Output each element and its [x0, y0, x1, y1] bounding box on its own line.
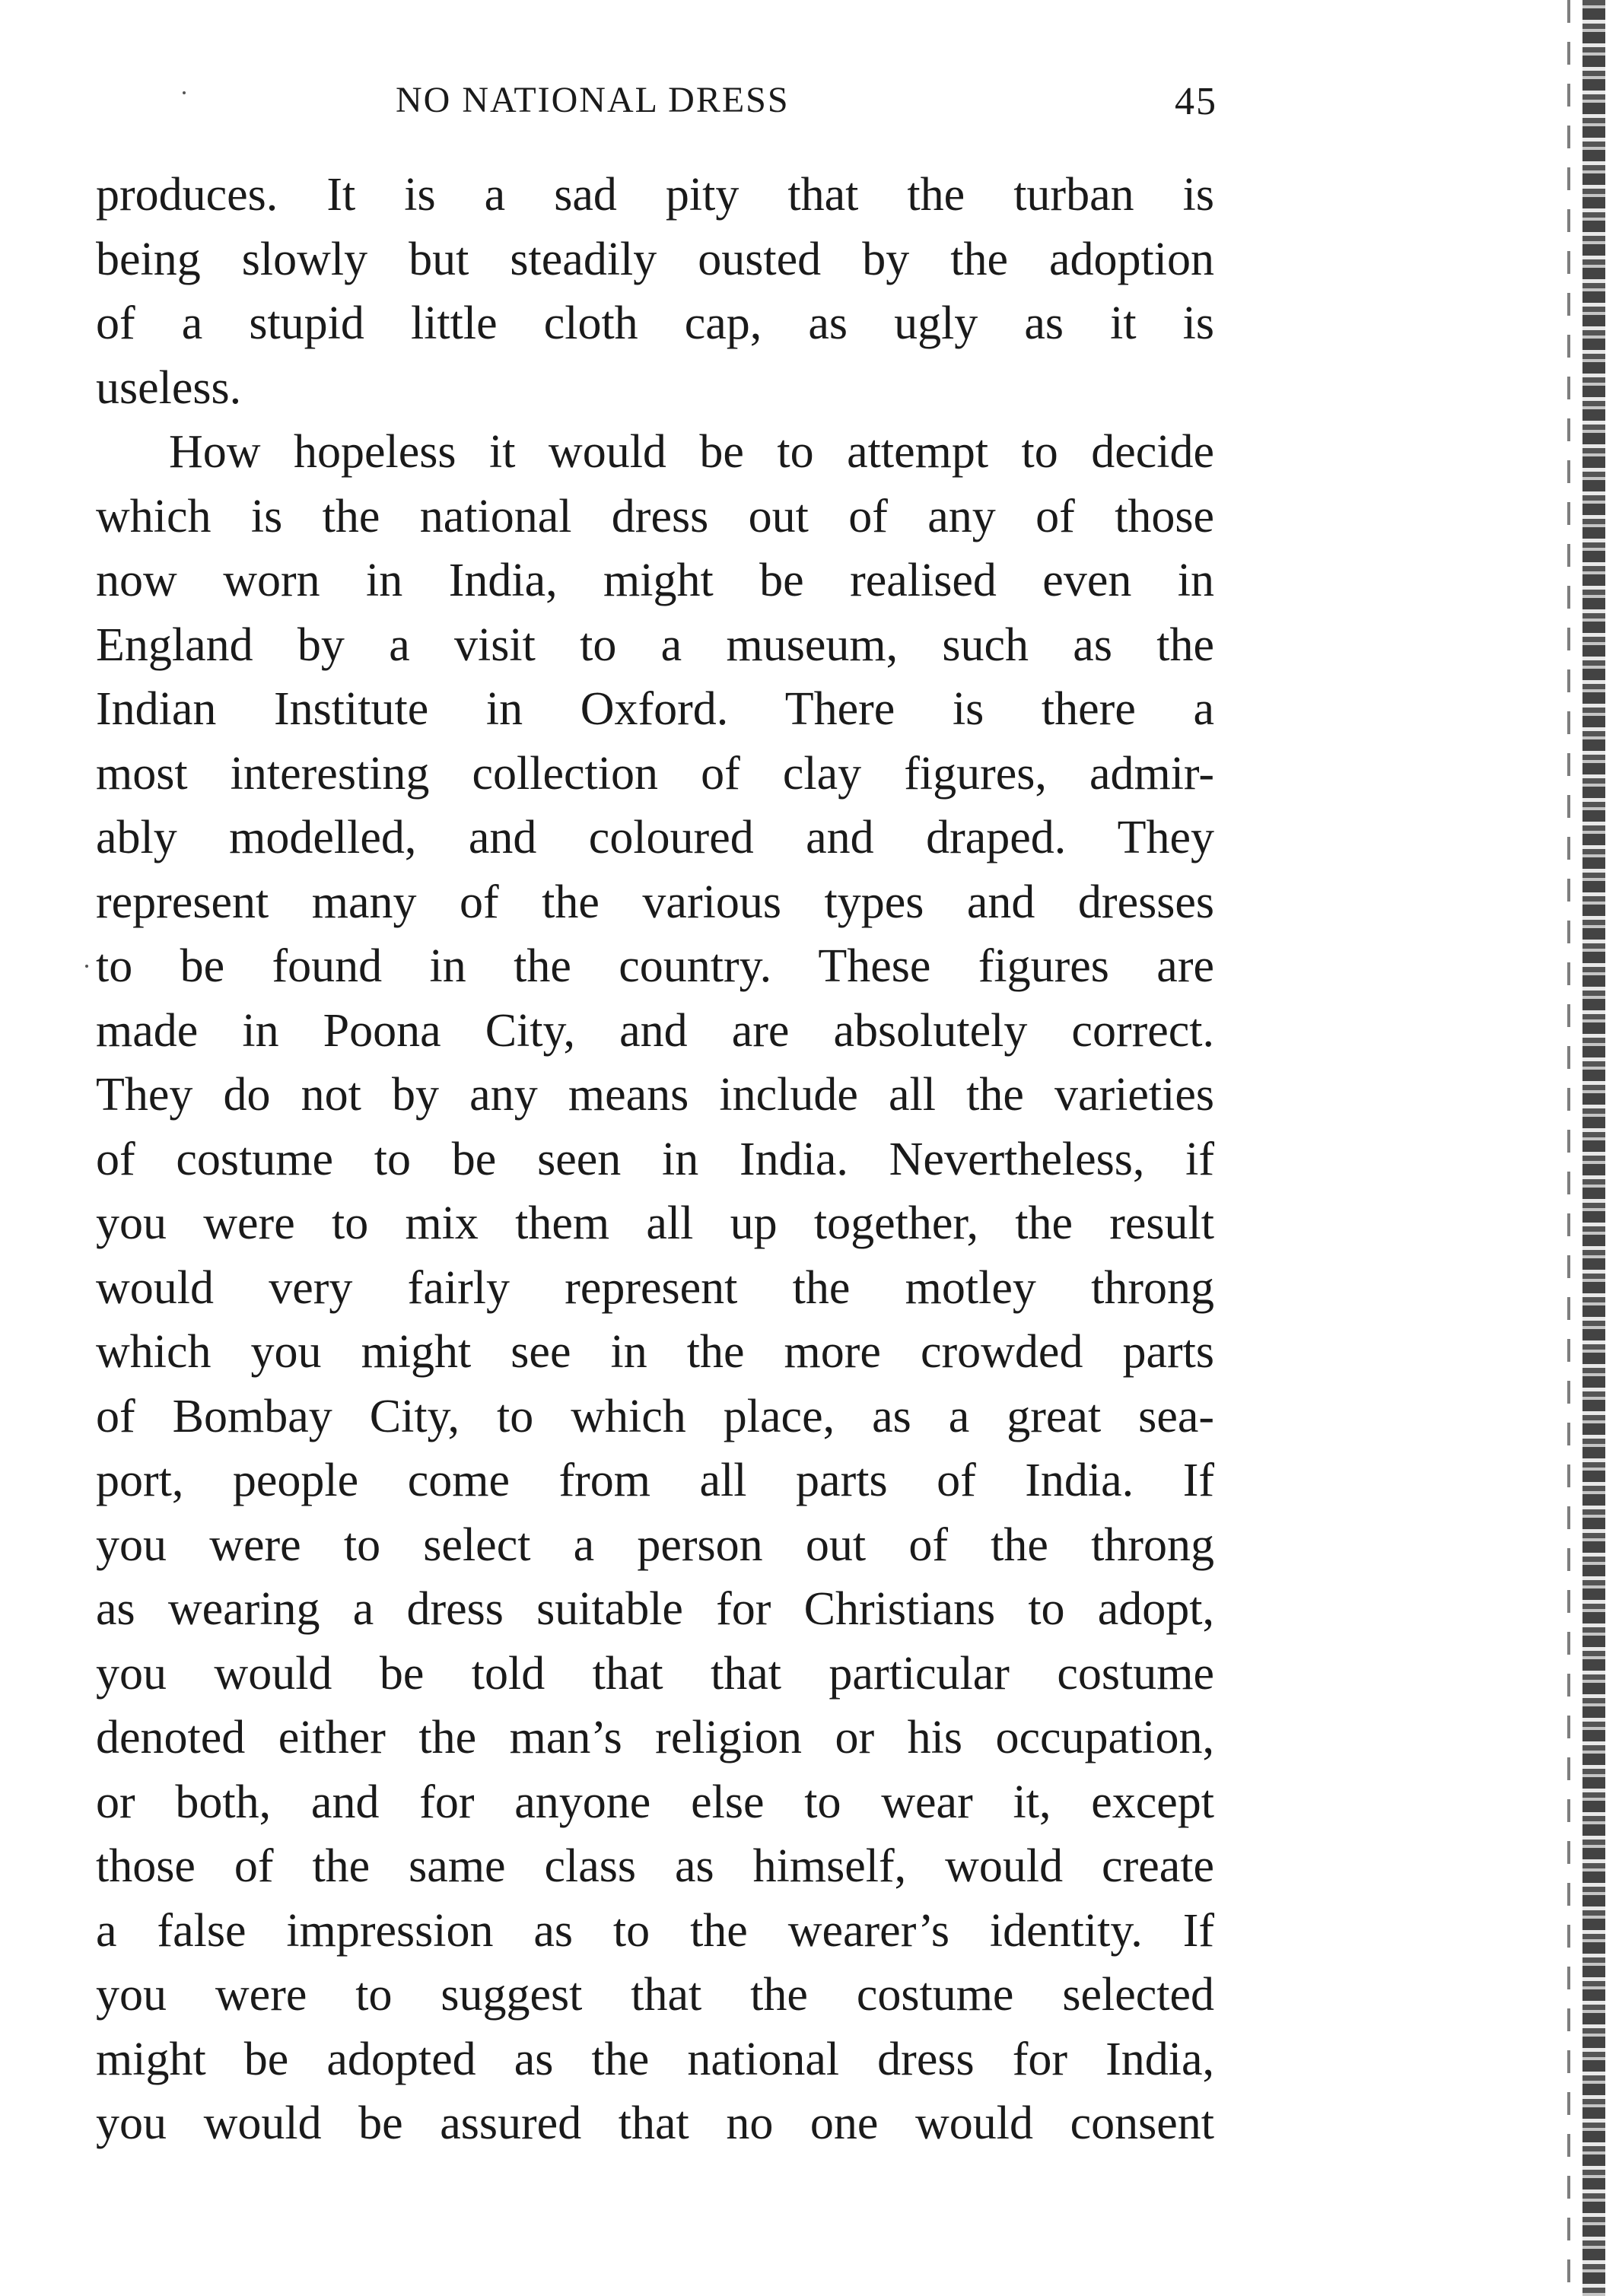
text-line: useless. [96, 361, 242, 414]
text-line: you were to mix them all up together, the result [96, 1197, 1214, 1249]
text-line: denoted either the man’s religion or his occupation, [96, 1712, 1214, 1763]
text-line: most interesting collection of clay figures, admir- [96, 747, 1214, 800]
text-line: a false impression as to the wearer’s identity. If [96, 1904, 1214, 1957]
text-line: They do not by any means include all the varieties [96, 1069, 1214, 1121]
text-line: as wearing a dress suitable for Christians to adopt, [96, 1583, 1214, 1635]
text-line: ably modelled, and coloured and draped. They [96, 812, 1214, 863]
text-line: England by a visit to a museum, such as the [96, 619, 1214, 671]
text-line: to be found in the country. These figures are [96, 940, 1214, 992]
running-head [380, 79, 1217, 132]
text-line: you were to select a person out of the throng [96, 1518, 1214, 1571]
text-line: you would be told that that particular costume [96, 1647, 1214, 1700]
text-line: you were to suggest that the costume selected [96, 1969, 1214, 2021]
text-line: those of the same class as himself, would create [96, 1840, 1214, 1892]
text-line: of a stupid little cloth cap, as ugly as it is [96, 297, 1214, 349]
binding-edge-line [1567, 0, 1570, 2296]
scan-speck [85, 965, 88, 968]
text-line: of Bombay City, to which place, as a great sea- [96, 1390, 1214, 1442]
text-line: which is the national dress out of any of those [96, 490, 1214, 542]
text-line: now worn in India, might be realised even in [96, 555, 1214, 606]
text-line: made in Poona City, and are absolutely correct. [96, 1004, 1214, 1057]
text-line: might be adopted as the national dress for India, [96, 2033, 1214, 2085]
text-line: represent many of the various types and dresses [96, 876, 1214, 928]
text-line: produces. It is a sad pity that the turban is [96, 169, 1214, 221]
text-line: or both, and for anyone else to wear it, except [96, 1776, 1214, 1828]
page-number: 45 [1175, 80, 1217, 123]
running-title: NO NATIONAL DRESS [396, 80, 790, 120]
text-line: being slowly but steadily ousted by the adoption [96, 233, 1214, 285]
text-line: of costume to be seen in India. Nevertheless, if [96, 1133, 1214, 1185]
text-line: How hopeless it would be to attempt to decide [169, 426, 1214, 478]
text-line: port, people come from all parts of India. If [96, 1455, 1214, 1506]
text-line: would very fairly represent the motley throng [96, 1261, 1214, 1314]
text-line: Indian Institute in Oxford. There is there a [96, 683, 1214, 735]
body-text [96, 163, 1214, 2156]
text-line: you would be assured that no one would consent [96, 2097, 1214, 2149]
binding-edge-shadow [1582, 0, 1605, 2296]
text-line: which you might see in the more crowded parts [96, 1326, 1214, 1378]
scan-speck [183, 91, 186, 94]
